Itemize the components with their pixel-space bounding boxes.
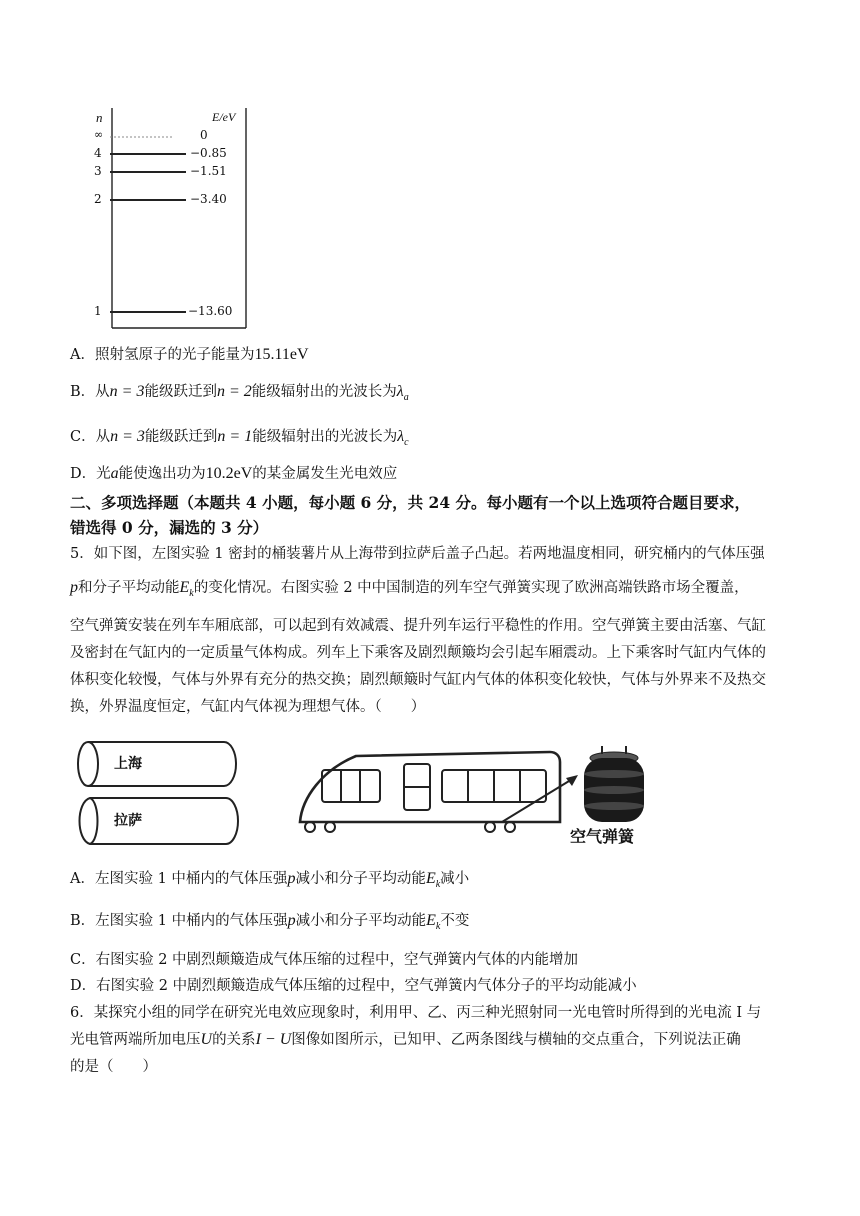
option-letter: B． <box>70 384 96 400</box>
train-window-1 <box>322 770 380 802</box>
train-wheel <box>485 822 495 832</box>
stem-text: 和分子平均动能 <box>78 580 180 596</box>
q6-stem-line2 <box>70 1030 741 1050</box>
q6-stem-line1: 6．某探究小组的同学在研究光电效应现象时，利用甲、乙、丙三种光照射同一光电管时所得到的光电流 I 与 <box>70 1005 762 1021</box>
option-letter: C． <box>70 429 96 445</box>
option-text: 从 <box>95 429 111 445</box>
stem-text: 图像如图所示，已知甲、乙两条图线与横轴的交点重合，下列说法正确 <box>291 1032 741 1048</box>
level-eq: n = 3 <box>110 428 145 445</box>
option-text: 能级辐射出的光波长为 <box>251 384 397 400</box>
q4-option-a <box>70 345 309 365</box>
train-wheel <box>505 822 515 832</box>
air-spring-ring <box>584 786 644 794</box>
level-n-inf: ∞ <box>94 128 104 141</box>
chip-cans-drawing <box>74 736 244 848</box>
kinetic-energy-symbol: E <box>426 912 436 929</box>
energy-level-diagram <box>82 104 248 330</box>
level-e-inf: 0 <box>200 128 208 142</box>
stem-text: 的关系 <box>212 1032 256 1048</box>
q5-option-c: C．右图实验 2 中剧烈颠簸造成气体压缩的过程中，空气弹簧内气体的内能增加 <box>70 952 579 968</box>
voltage-variable: U <box>200 1031 213 1048</box>
level-eq: n = 1 <box>217 428 253 445</box>
level-e-1: −13.60 <box>188 304 233 318</box>
train-figure <box>292 740 662 850</box>
light-variable: a <box>110 465 119 482</box>
pointer-arrowhead <box>566 775 578 786</box>
pressure-variable: p <box>287 912 296 929</box>
can-top-body <box>88 742 236 786</box>
level-e-2: −3.40 <box>190 192 227 206</box>
kinetic-energy-subscript: k <box>435 920 441 932</box>
can-top-lid <box>78 742 98 786</box>
chip-cans-figure <box>74 736 244 848</box>
level-eq: n = 3 <box>109 383 145 400</box>
can-bottom-body <box>90 798 238 844</box>
energy-level-figure <box>82 104 248 330</box>
option-text: 照射氢原子的光子能量为 <box>94 347 255 363</box>
kinetic-energy-subscript: k <box>435 878 441 890</box>
level-eq: n = 2 <box>216 383 252 400</box>
iu-relation: I − U <box>255 1031 292 1048</box>
section-heading-line1: 二、多项选择题（本题共 4 小题，每小题 6 分，共 24 分。每小题有一个以上选项符合题目要求， <box>70 493 751 512</box>
option-text: 能级跃迁到 <box>144 429 218 445</box>
can-bottom-lid-bulged <box>80 798 98 844</box>
stem-text: 光电管两端所加电压 <box>70 1032 201 1048</box>
option-text: 光 <box>96 466 111 482</box>
wavelength-symbol: λ <box>396 383 404 400</box>
pressure-variable: p <box>287 870 296 887</box>
q5-option-b <box>70 911 469 937</box>
option-letter: B． <box>70 913 96 929</box>
level-n-2: 2 <box>94 192 102 206</box>
option-text: 的某金属发生光电效应 <box>252 466 398 482</box>
kinetic-energy-symbol: E <box>425 870 436 887</box>
n-header: n <box>96 110 103 125</box>
option-letter: A． <box>70 871 95 887</box>
level-n-4: 4 <box>94 146 102 160</box>
wavelength-subscript: c <box>404 436 409 448</box>
option-text: 能级辐射出的光波长为 <box>252 429 398 445</box>
section-heading-line2: 错选得 0 分，漏选的 3 分） <box>70 518 269 537</box>
q5-stem-line4: 及密封在气缸内的一定质量气体构成。列车上下乘客及剧烈颠簸均会引起车厢震动。上下乘客时气缸内气体的 <box>70 645 766 661</box>
q5-option-a <box>70 869 469 895</box>
option-text: 能级跃迁到 <box>144 384 217 400</box>
q5-option-d: D．右图实验 2 中剧烈颠簸造成气体压缩的过程中，空气弹簧内气体分子的平均动能减小 <box>70 978 637 994</box>
label-shanghai: 上海 <box>114 756 142 772</box>
train-wheel <box>305 822 315 832</box>
level-e-4: −0.85 <box>190 146 227 160</box>
photon-energy-value: 15.11eV <box>254 346 309 363</box>
stem-text: 的变化情况。右图实验 2 中中国制造的列车空气弹簧实现了欧洲高端铁路市场全覆盖， <box>193 580 749 596</box>
option-text: 能使逸出功为 <box>118 466 206 482</box>
q4-option-c <box>70 427 409 453</box>
wavelength-subscript: a <box>403 391 409 403</box>
e-header: E/eV <box>212 110 236 124</box>
level-e-3: −1.51 <box>190 164 227 178</box>
option-text: 减小和分子平均动能 <box>295 913 427 929</box>
kinetic-energy-subscript: k <box>189 587 194 599</box>
q5-stem-line3: 空气弹簧安装在列车车厢底部，可以起到有效减震、提升列车运行平稳性的作用。空气弹簧主要由活塞、气缸 <box>70 618 766 634</box>
pointer-arrow-line <box>502 778 574 822</box>
q4-option-b <box>70 382 409 408</box>
level-n-1: 1 <box>94 304 102 318</box>
q5-stem-line2 <box>70 578 749 604</box>
option-letter: D． <box>70 466 97 482</box>
q5-stem-line6: 换，外界温度恒定，气缸内气体视为理想气体。（ ） <box>70 699 426 715</box>
option-text: 减小 <box>440 871 470 887</box>
q6-stem-line3: 的是（ ） <box>70 1059 157 1075</box>
q5-stem-line1: 5．如下图，左图实验 1 密封的桶装薯片从上海带到拉萨后盖子凸起。若两地温度相同，研究桶内的气体压强 <box>70 546 765 562</box>
option-text: 减小和分子平均动能 <box>295 871 426 887</box>
kinetic-energy-symbol: E <box>179 579 190 596</box>
option-text: 从 <box>95 384 110 400</box>
option-text: 左图实验 1 中桶内的气体压强 <box>94 871 288 887</box>
option-text: 左图实验 1 中桶内的气体压强 <box>95 913 288 929</box>
work-function-value: 10.2eV <box>205 465 253 482</box>
level-n-3: 3 <box>94 164 102 178</box>
air-spring-ring <box>584 802 644 810</box>
option-letter: A． <box>70 347 95 363</box>
q5-stem-line5: 体积变化较慢，气体与外界有充分的热交换；剧烈颠簸时气缸内气体的体积变化较快，气体与外界来不及热交 <box>70 672 766 688</box>
q4-option-d <box>70 464 397 484</box>
train-wheel <box>325 822 335 832</box>
wavelength-symbol: λ <box>397 428 405 445</box>
air-spring-ring <box>584 770 644 778</box>
label-air-spring: 空气弹簧 <box>570 827 635 846</box>
label-lhasa: 拉萨 <box>114 813 142 829</box>
option-text: 不变 <box>440 913 470 929</box>
pressure-variable: p <box>70 579 78 596</box>
